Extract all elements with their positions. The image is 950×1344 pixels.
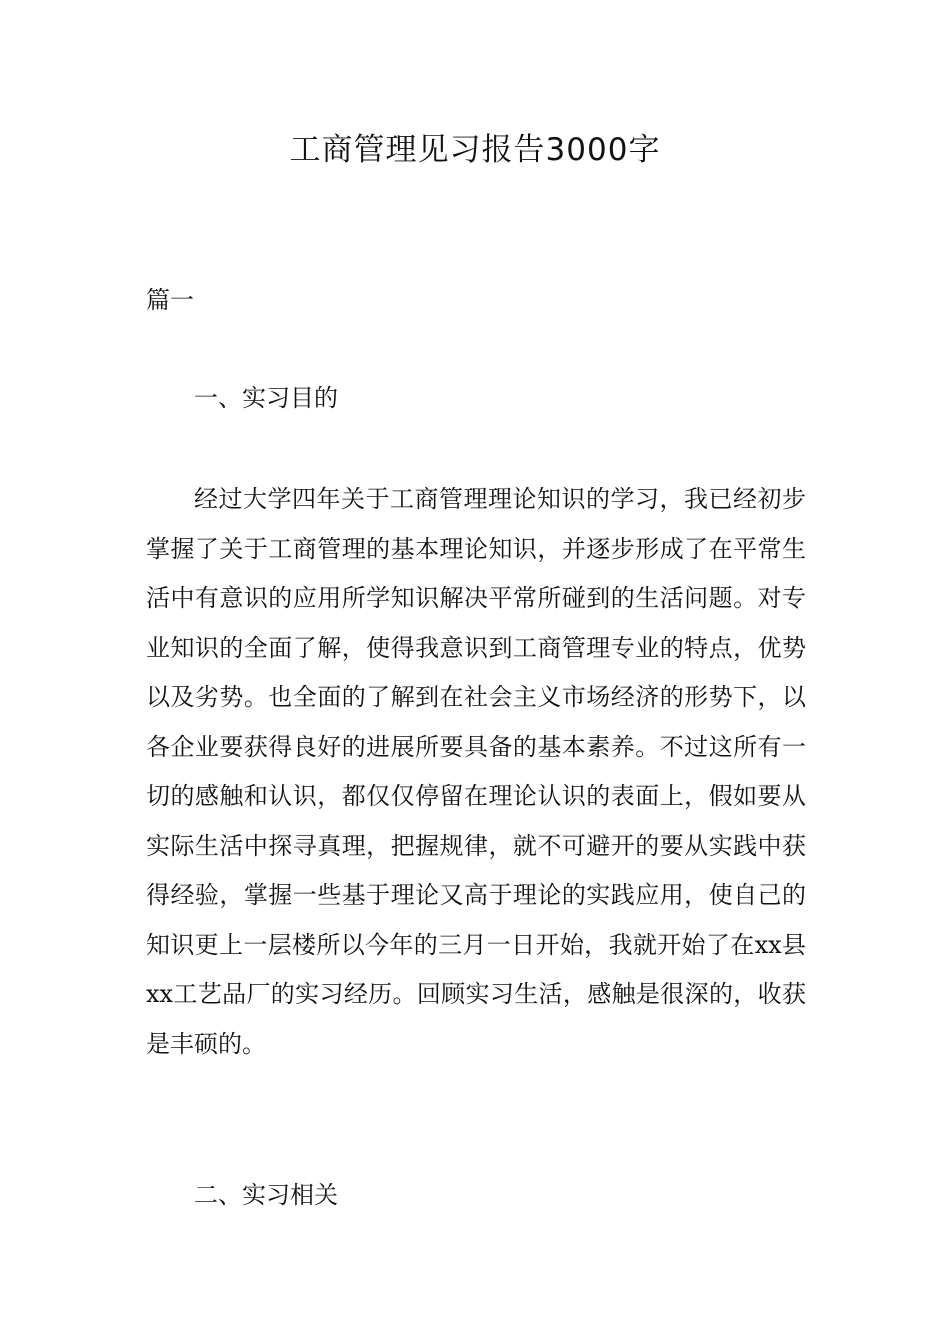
section-heading-purpose: 一、实习目的 xyxy=(194,384,338,412)
document-title: 工商管理见习报告3000字 xyxy=(289,132,661,168)
section-heading-related: 二、实习相关 xyxy=(194,1181,338,1209)
article-label: 篇一 xyxy=(146,286,194,314)
body-paragraph: 经过大学四年关于工商管理理论知识的学习，我已经初步掌握了关于工商管理的基本理论知识，并逐步形成了在平常生活中有意识的应用所学知识解决平常所碰到的生活问题。对专业知识的全面了解，使得我意识到工商管理专业的特点，优势以及劣势。也全面的了解到在社会主义市场经济的形势下，以各企业要获得良好的进展所要具备的基本素养。不过这所有一切的感触和认识，都仅仅停留在理论认识的表面上，假如要从实际生活中探寻真理，把握规律，就不可避开的要从实践中获得经验，掌握一些基于理论又高于理论的实践应用，使自己的知识更上一层楼所以今年的三月一日开始，我就开始了在xx县xx工艺品厂的实习经历。回顾实习生活，感触是很深的，收获是丰硕的。 xyxy=(146,485,806,1058)
